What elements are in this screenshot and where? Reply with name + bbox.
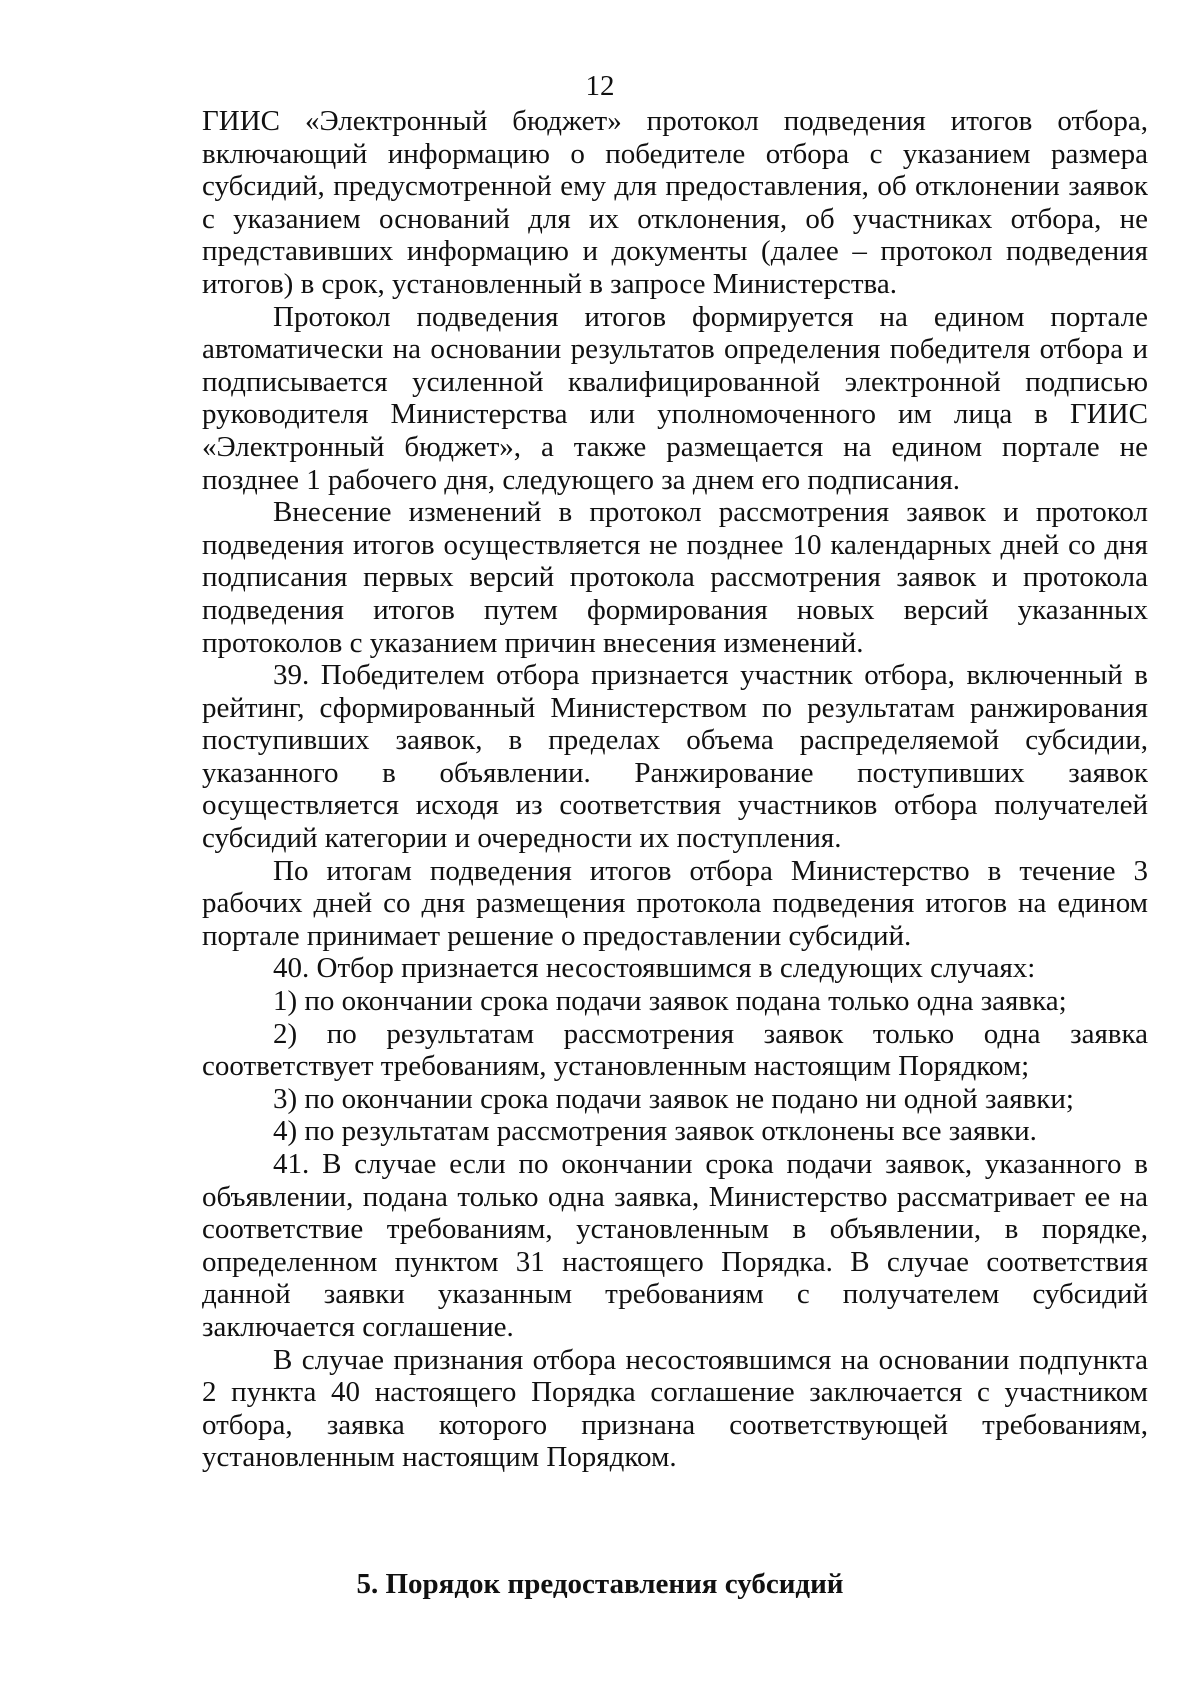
paragraph-decision: По итогам подведения итогов отбора Министерство в течение 3 рабочих дней со дня размещения протокола подведения итогов на едином портале принимает решение о предоставлении субсидий. — [202, 854, 1148, 952]
paragraph-item-41: 41. В случае если по окончании срока подачи заявок, указанного в объявлении, подана только одна заявка, Министерство рассматривает ее на соответствие требованиям, установленным в объявлении, в порядке, определенном пунктом 31 настоящего Порядка. В случае соответствия данной заявки указанным требованиям с получателем субсидий заключается соглашение. — [202, 1148, 1148, 1343]
list-item-40-4: 4) по результатам рассмотрения заявок отклонены все заявки. — [273, 1115, 1037, 1148]
paragraph-failed-selection: В случае признания отбора несостоявшимся на основании подпункта 2 пункта 40 настоящего Порядка соглашение заключается с участником отбора, заявка которого признана соответствующей требованиям, установленным настоящим Порядком. — [202, 1343, 1148, 1474]
list-item-40-2: 2) по результатам рассмотрения заявок только одна заявка соответствует требованиям, установленным настоящим Порядком; — [202, 1017, 1148, 1083]
page-number: 12 — [585, 70, 615, 102]
paragraph-protocol-formation: Протокол подведения итогов формируется на едином портале автоматически на основании результатов определения победителя отбора и подписывается усиленной квалифицированной электронной подписью руководителя Министерства или уполномоченного им лица в ГИИС «Электронный бюджет», а также размещается на едином портале не позднее 1 рабочего дня, следующего за днем его подписания. — [202, 300, 1148, 496]
paragraph-protocol-changes: Внесение изменений в протокол рассмотрения заявок и протокол подведения итогов осуществляется не позднее 10 календарных дней со дня подписания первых версий протокола рассмотрения заявок и протокола подведения итогов путем формирования новых версий указанных протоколов с указанием причин внесения изменений. — [202, 496, 1148, 659]
section-heading: 5. Порядок предоставления субсидий — [356, 1568, 844, 1600]
paragraph-item-40: 40. Отбор признается несостоявшимся в следующих случаях: — [273, 952, 1036, 985]
list-item-40-3: 3) по окончании срока подачи заявок не подано ни одной заявки; — [273, 1082, 1074, 1115]
list-item-40-1: 1) по окончании срока подачи заявок подана только одна заявка; — [273, 985, 1067, 1018]
document-body — [202, 105, 1148, 1474]
paragraph-item-39: 39. Победителем отбора признается участник отбора, включенный в рейтинг, сформированный Министерством по результатам ранжирования поступивших заявок, в пределах объема распределяемой субсидии, указанного в объявлении. Ранжирование поступивших заявок осуществляется исходя из соответствия участников отбора получателей субсидий категории и очередности их поступления. — [202, 659, 1148, 855]
paragraph-giis-protocol: ГИИС «Электронный бюджет» протокол подведения итогов отбора, включающий информацию о победителе отбора с указанием размера субсидий, предусмотренной ему для предоставления, об отклонении заявок с указанием оснований для их отклонения, об участниках отбора, не представивших информацию и документы (далее – протокол подведения итогов) в срок, установленный в запросе Министерства. — [202, 105, 1148, 300]
